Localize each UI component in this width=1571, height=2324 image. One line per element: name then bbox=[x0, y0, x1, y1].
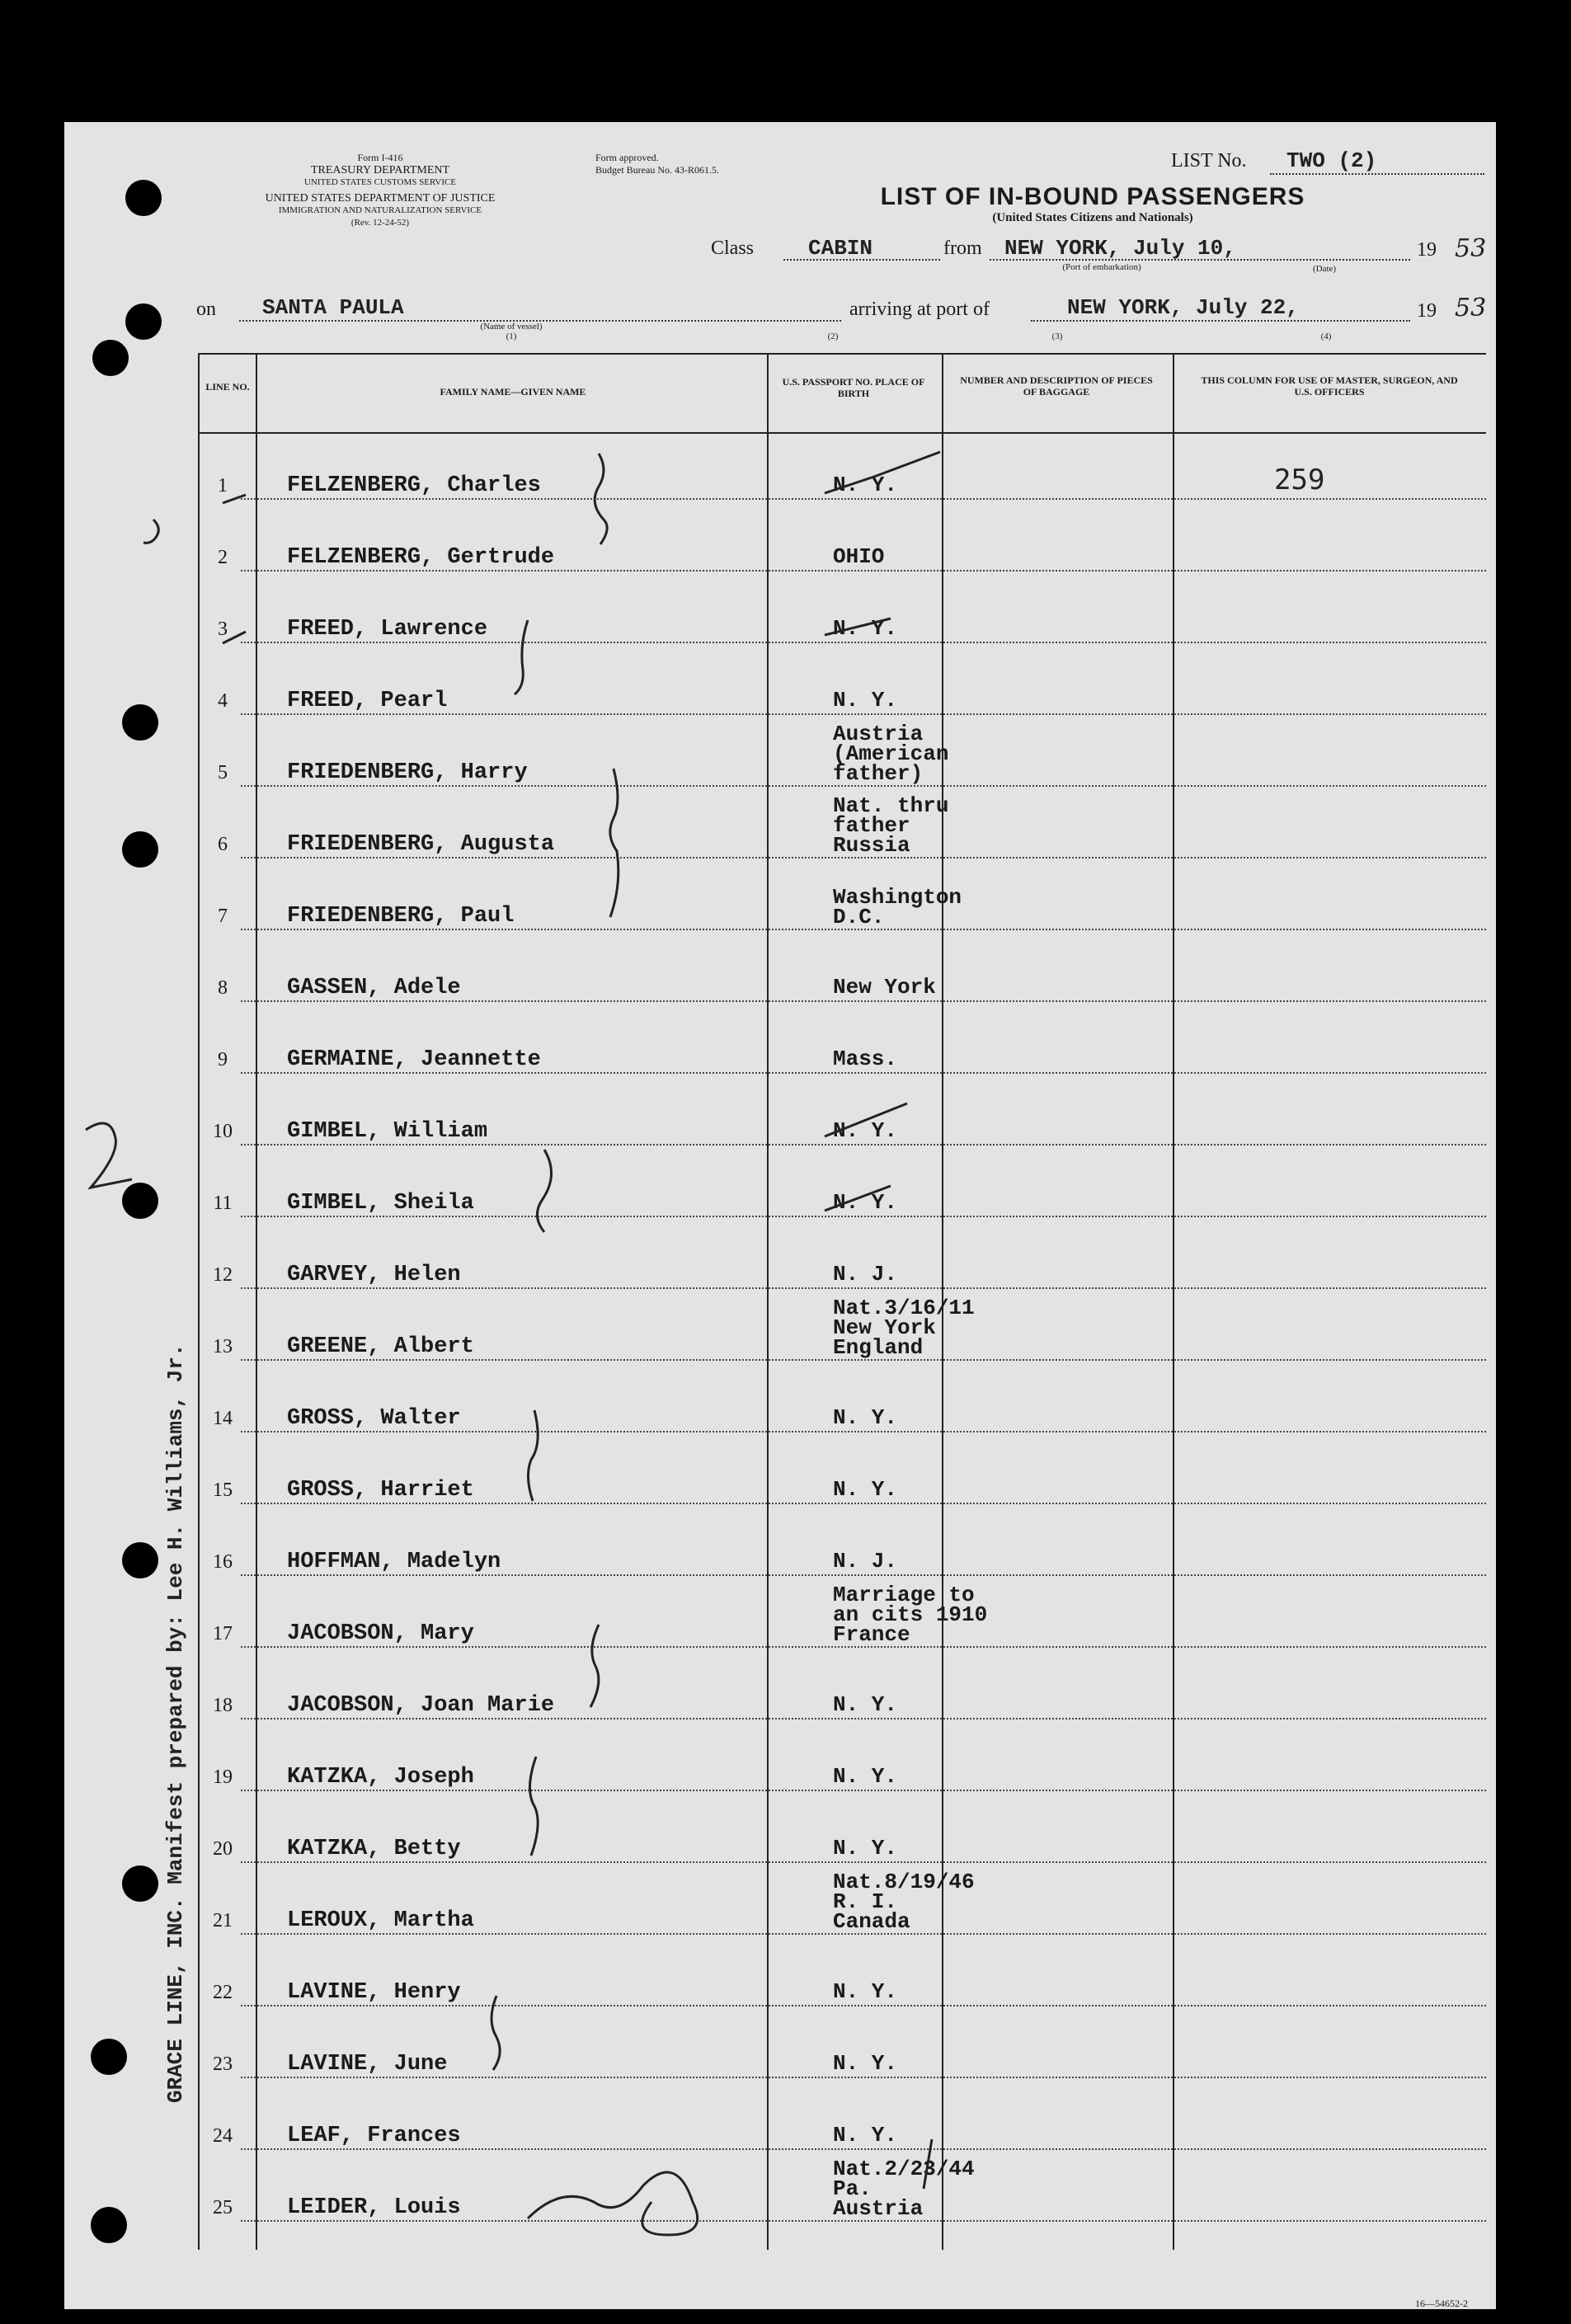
check-mark bbox=[924, 2139, 932, 2189]
row-birthplace: N. Y. bbox=[833, 2051, 898, 2076]
row-birthplace: Nat.3/16/11 New York England bbox=[833, 1296, 975, 1360]
row-passenger-name: FREED, Lawrence bbox=[287, 617, 488, 642]
row-birthplace: Nat. thru father Russia bbox=[833, 793, 949, 858]
row-line-number: 5 bbox=[218, 762, 228, 783]
row-birthplace: N. Y. bbox=[833, 1477, 898, 1502]
vessel-caption-num: (1) bbox=[506, 332, 517, 341]
form-id: Form I-416 bbox=[357, 152, 403, 163]
row-birthplace: Austria (American father) bbox=[833, 722, 949, 786]
row-birthplace: N. J. bbox=[833, 1262, 898, 1287]
row-line-number: 9 bbox=[218, 1049, 228, 1070]
row-passenger-name: JACOBSON, Mary bbox=[287, 1621, 474, 1646]
year-prefix-1: 19 bbox=[1417, 239, 1437, 261]
row-passenger-name: KATZKA, Joseph bbox=[287, 1765, 474, 1790]
col-header-officers: THIS COLUMN FOR USE OF MASTER, SURGEON, AND U.S. OFFICERS bbox=[1201, 374, 1458, 398]
bracket-mark bbox=[595, 454, 607, 544]
margin-mark bbox=[86, 1123, 132, 1188]
row-line-number: 23 bbox=[213, 2053, 233, 2075]
caption-num-2: (2) bbox=[827, 332, 839, 341]
row-passenger-name: FRIEDENBERG, Harry bbox=[287, 760, 528, 785]
row-passenger-name: FREED, Pearl bbox=[287, 689, 448, 713]
col-header-passport: U.S. PASSPORT NO. PLACE OF BIRTH bbox=[782, 376, 925, 399]
row-birthplace: N. Y. bbox=[833, 1405, 898, 1430]
row-passenger-name: JACOBSON, Joan Marie bbox=[287, 1693, 555, 1718]
row-birthplace: N. Y. bbox=[833, 2123, 898, 2148]
class-value: CABIN bbox=[808, 236, 873, 261]
side-stamp: GRACE LINE, INC. Manifest prepared by: Lee H. Williams, Jr. bbox=[163, 1343, 188, 2103]
row-passenger-name: GARVEY, Helen bbox=[287, 1263, 461, 1287]
from-label: from bbox=[943, 238, 982, 259]
row-birthplace: OHIO bbox=[833, 544, 885, 569]
row-line-number: 2 bbox=[218, 547, 228, 568]
bracket-mark bbox=[537, 1150, 551, 1232]
row-birthplace: N. Y. bbox=[833, 1764, 898, 1789]
customs-service: UNITED STATES CUSTOMS SERVICE bbox=[303, 177, 457, 187]
row-passenger-name: KATZKA, Betty bbox=[287, 1837, 461, 1861]
row-passenger-name: LEAF, Frances bbox=[287, 2124, 461, 2148]
date-caption: (Date) bbox=[1312, 264, 1337, 274]
bracket-mark bbox=[492, 1996, 500, 2070]
arriving-value: NEW YORK, July 22, bbox=[1067, 295, 1299, 320]
row-passenger-name: GREENE, Albert bbox=[287, 1334, 474, 1359]
on-label: on bbox=[196, 299, 216, 320]
row-passenger-name: LEROUX, Martha bbox=[287, 1908, 474, 1933]
year-prefix-2: 19 bbox=[1417, 300, 1437, 322]
row-line-number: 25 bbox=[213, 2197, 233, 2218]
list-no-value: TWO (2) bbox=[1286, 148, 1377, 173]
check-mark bbox=[825, 1186, 891, 1211]
year-value-2: 53 bbox=[1455, 294, 1487, 322]
row-birthplace: Nat.8/19/46 R. I. Canada bbox=[833, 1870, 975, 1934]
bracket-mark bbox=[528, 1410, 538, 1501]
row-birthplace: N. Y. bbox=[833, 688, 898, 713]
row-line-number: 22 bbox=[213, 1982, 233, 2003]
form-approved: Form approved. bbox=[595, 152, 659, 163]
row-line-number: 19 bbox=[213, 1767, 233, 1788]
officer-note: 259 bbox=[1274, 463, 1325, 496]
treasury-dept: TREASURY DEPARTMENT bbox=[310, 164, 450, 176]
row-line-number: 24 bbox=[213, 2125, 233, 2147]
row-line-number: 8 bbox=[218, 977, 228, 999]
row-birthplace: N. Y. bbox=[833, 1979, 898, 2004]
bracket-mark bbox=[590, 1625, 599, 1707]
row-passenger-name: FELZENBERG, Gertrude bbox=[287, 545, 555, 570]
revision: (Rev. 12-24-52) bbox=[350, 218, 410, 228]
row-line-number: 15 bbox=[213, 1480, 233, 1501]
bracket-mark bbox=[610, 769, 619, 917]
row-passenger-name: FRIEDENBERG, Paul bbox=[287, 904, 515, 929]
list-no-label: LIST No. bbox=[1171, 150, 1247, 172]
col-header-baggage: NUMBER AND DESCRIPTION OF PIECES OF BAGGAGE bbox=[960, 374, 1153, 398]
row-birthplace: Mass. bbox=[833, 1047, 898, 1071]
ins-service: IMMIGRATION AND NATURALIZATION SERVICE bbox=[278, 205, 482, 215]
row-passenger-name: GIMBEL, William bbox=[287, 1119, 488, 1144]
port-caption: (Port of embarkation) bbox=[1062, 262, 1141, 272]
row-birthplace: Marriage to an cits 1910 France bbox=[833, 1583, 988, 1647]
row-birthplace: N. J. bbox=[833, 1549, 898, 1574]
row-passenger-name: FELZENBERG, Charles bbox=[287, 473, 541, 498]
col-header-name: FAMILY NAME—GIVEN NAME bbox=[440, 386, 586, 398]
row-tick bbox=[223, 632, 246, 643]
budget-bureau: Budget Bureau No. 43-R061.5. bbox=[595, 164, 719, 176]
form-subtitle: (United States Citizens and Nationals) bbox=[992, 211, 1193, 224]
row-birthplace: Nat.2/23/44 Pa. Austria bbox=[833, 2157, 975, 2221]
row-passenger-name: GIMBEL, Sheila bbox=[287, 1191, 474, 1216]
row-passenger-name: GERMAINE, Jeannette bbox=[287, 1047, 541, 1072]
row-passenger-name: LEIDER, Louis bbox=[287, 2195, 461, 2220]
row-birthplace: N. Y. bbox=[833, 1190, 898, 1215]
row-line-number: 18 bbox=[213, 1695, 233, 1716]
row-passenger-name: LAVINE, June bbox=[287, 2052, 448, 2077]
row-birthplace: Washington D.C. bbox=[833, 885, 962, 929]
row-line-number: 16 bbox=[213, 1551, 233, 1573]
form-number: 16—54652-2 bbox=[1415, 2298, 1468, 2309]
row-line-number: 11 bbox=[213, 1193, 233, 1214]
row-line-number: 13 bbox=[213, 1336, 233, 1357]
row-passenger-name: GASSEN, Adele bbox=[287, 976, 461, 1000]
row-passenger-name: GROSS, Harriet bbox=[287, 1478, 474, 1503]
row-line-number: 12 bbox=[213, 1264, 233, 1286]
form-title: LIST OF IN-BOUND PASSENGERS bbox=[880, 183, 1305, 210]
margin-mark bbox=[143, 520, 158, 543]
check-mark bbox=[825, 619, 891, 635]
row-birthplace: N. Y. bbox=[833, 1692, 898, 1717]
row-line-number: 21 bbox=[213, 1910, 233, 1931]
row-birthplace: N. Y. bbox=[833, 1118, 898, 1143]
justice-dept: UNITED STATES DEPARTMENT OF JUSTICE bbox=[265, 192, 496, 205]
row-birthplace: N. Y. bbox=[833, 1836, 898, 1861]
row-line-number: 1 bbox=[218, 475, 228, 496]
check-mark bbox=[825, 1103, 907, 1136]
row-birthplace: N. Y. bbox=[833, 616, 898, 641]
row-line-number: 14 bbox=[213, 1408, 233, 1429]
row-birthplace: N. Y. bbox=[833, 473, 898, 497]
row-passenger-name: FRIEDENBERG, Augusta bbox=[287, 832, 555, 857]
from-value: NEW YORK, July 10, bbox=[1004, 236, 1236, 261]
row-line-number: 4 bbox=[218, 690, 228, 712]
row-line-number: 3 bbox=[218, 619, 228, 640]
check-mark bbox=[825, 452, 940, 497]
row-passenger-name: LAVINE, Henry bbox=[287, 1980, 461, 2005]
row-passenger-name: HOFFMAN, Madelyn bbox=[287, 1550, 501, 1574]
bracket-mark bbox=[529, 1757, 538, 1856]
col-header-line-no: LINE NO. bbox=[205, 381, 250, 393]
class-label: Class bbox=[711, 238, 755, 259]
vessel-caption: (Name of vessel) bbox=[480, 322, 543, 332]
vessel-value: SANTA PAULA bbox=[262, 295, 404, 320]
row-passenger-name: GROSS, Walter bbox=[287, 1406, 461, 1431]
bracket-mark bbox=[515, 620, 528, 694]
row-line-number: 20 bbox=[213, 1838, 233, 1860]
row-line-number: 10 bbox=[213, 1121, 233, 1142]
caption-num-3: (3) bbox=[1051, 332, 1063, 341]
arriving-label: arriving at port of bbox=[849, 299, 990, 320]
caption-num-4: (4) bbox=[1320, 332, 1332, 341]
row-birthplace: New York bbox=[833, 975, 936, 1000]
row-line-number: 17 bbox=[213, 1623, 233, 1644]
row-line-number: 7 bbox=[218, 906, 228, 927]
row-tick bbox=[223, 495, 246, 503]
year-value-1: 53 bbox=[1455, 234, 1487, 263]
row-line-number: 6 bbox=[218, 834, 228, 855]
signature-mark bbox=[528, 2172, 698, 2235]
